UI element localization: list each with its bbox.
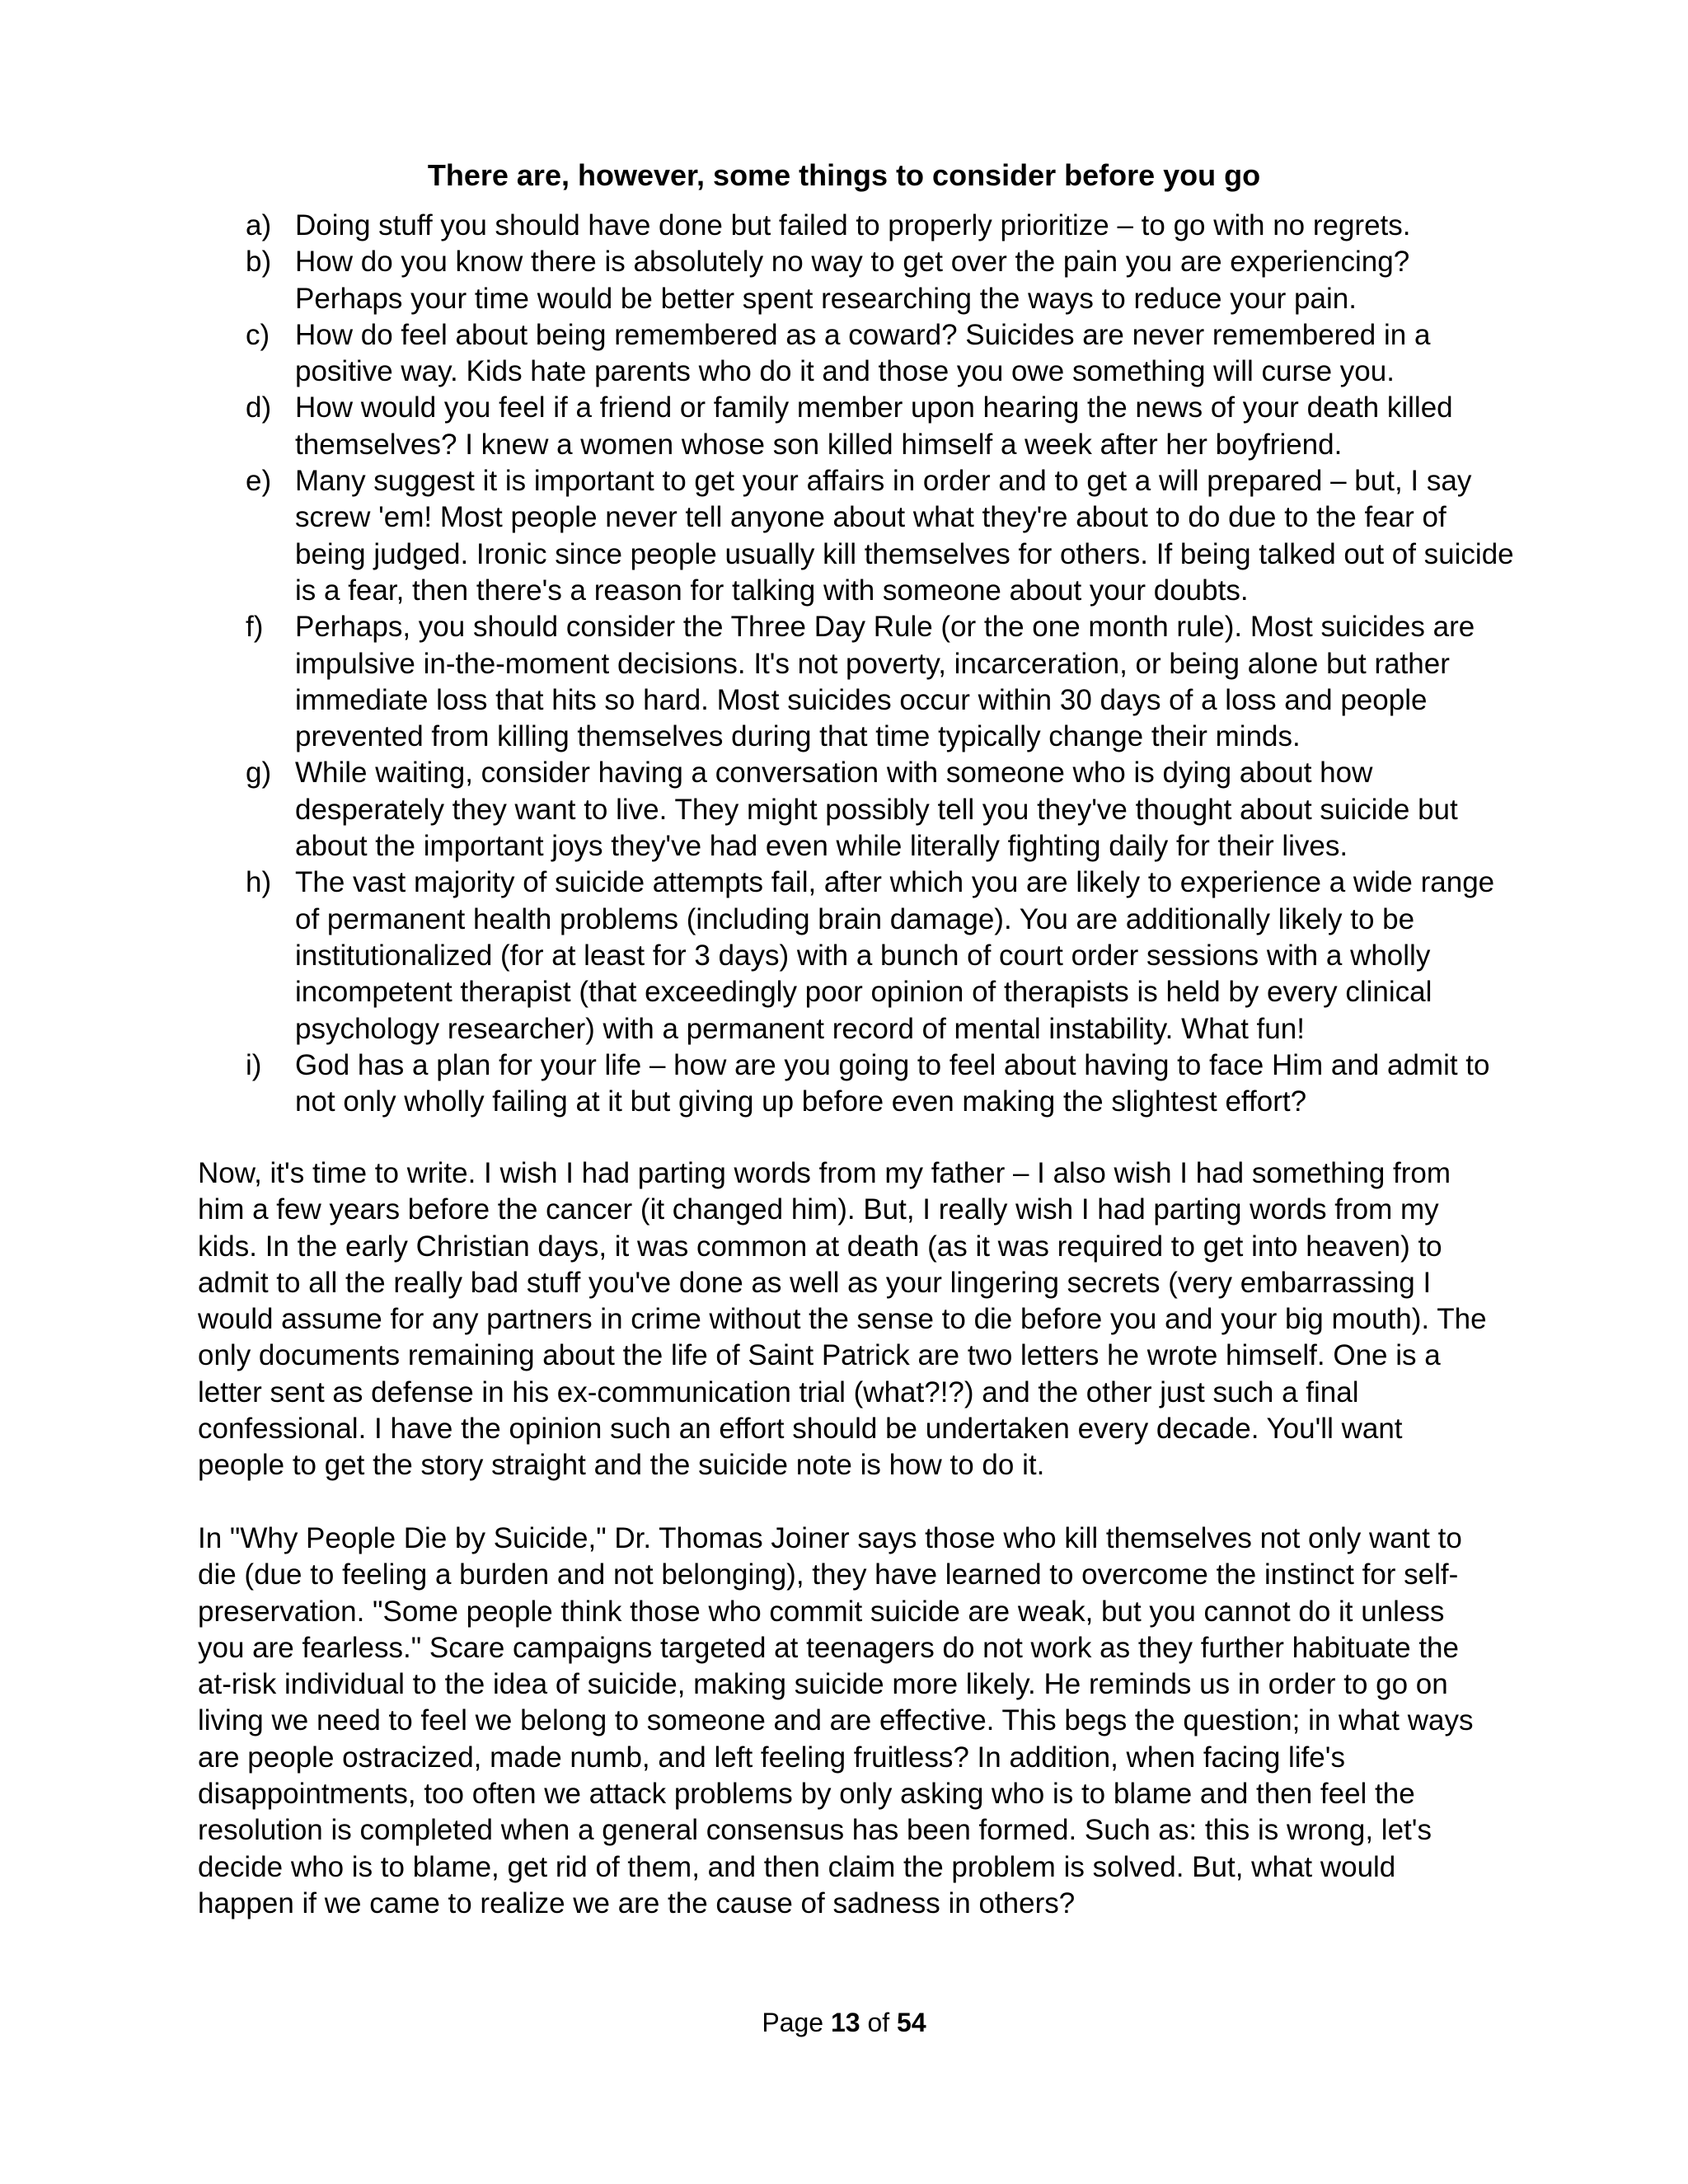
list-marker: g): [246, 757, 272, 790]
considerations-list: [239, 208, 1525, 1120]
list-item: [239, 317, 1525, 391]
list-item-text: Many suggest it is important to get your affairs in order and to get a will prepared – but, I say screw 'em! Most people never tell anyone about what they're about to do due to the fear of being judged. Ironic since people usually kill themselves for others. If being talked out of suicide is a fear, then there's a reason for talking with someone about your doubts.: [295, 465, 1514, 607]
page-label: Page: [762, 2008, 824, 2037]
list-item-text: How would you feel if a friend or family member upon hearing the news of your death killed themselves? I knew a women whose son killed himself a week after her boyfriend.: [295, 391, 1453, 461]
list-item-text: God has a plan for your life – how are you going to feel about having to face Him and admit to not only wholly failing at it but giving up before even making the slightest effort?: [295, 1048, 1490, 1118]
list-item: [239, 208, 1525, 244]
list-item-text: Perhaps, you should consider the Three Day Rule (or the one month rule). Most suicides are impulsive in-the-moment decisions. It's not poverty, incarceration, or being alone but rather immediate loss that hits so hard. Most suicides occur within 30 days of a loss and people prevented from killing themselves during that time typically change their minds.: [295, 611, 1475, 753]
list-item: [239, 244, 1525, 317]
list-item: [239, 1047, 1525, 1121]
section-heading: There are, however, some things to consider before you go: [427, 158, 1261, 192]
list-item: [239, 609, 1525, 755]
list-item: [239, 865, 1525, 1047]
list-marker: e): [246, 465, 272, 498]
list-marker: c): [246, 318, 270, 351]
list-item: [239, 390, 1525, 463]
page-number: 13: [830, 2008, 860, 2037]
total-pages: 54: [897, 2008, 926, 2037]
body-paragraph-writing: Now, it's time to write. I wish I had parting words from my father – I also wish I had something from him a few years before the cancer (it changed him). But, I really wish I had parting words from my kids. In the early Christian days, it was common at death (as it was required to get into heaven) to admit to all the really bad stuff you've done as well as your lingering secrets (very embarrassing I would assume for any partners in crime without the sense to die before you and your big mouth). The only documents remaining about the life of Saint Patrick are two letters he wrote himself. One is a letter sent as defense in his ex-communication trial (what?!?) and the other just such a final confessional. I have the opinion such an effort should be undertaken every decade. You'll want people to get the story straight and the suicide note is how to do it.: [198, 1157, 1487, 1482]
list-marker: f): [246, 611, 264, 644]
list-item: [239, 463, 1525, 609]
list-item: [239, 755, 1525, 865]
list-item-text: Doing stuff you should have done but failed to properly prioritize – to go with no regrets.: [295, 209, 1411, 241]
of-label: of: [867, 2008, 890, 2037]
list-marker: h): [246, 866, 272, 899]
list-item-text: How do feel about being remembered as a coward? Suicides are never remembered in a positive way. Kids hate parents who do it and those you owe something will curse you.: [295, 318, 1431, 388]
page-footer: [0, 2004, 1688, 2041]
list-marker: b): [246, 246, 272, 279]
body-paragraph-joiner: In "Why People Die by Suicide," Dr. Thomas Joiner says those who kill themselves not only want to die (due to feeling a burden and not belonging), they have learned to overcome the instinct for self-preservation. "Some people think those who commit suicide are weak, but you cannot do it unless you are fearless." Scare campaigns targeted at teenagers do not work as they further habituate the at-risk individual to the idea of suicide, making suicide more likely. He reminds us in order to go on living we need to feel we belong to someone and are effective. This begs the question; in what ways are people ostracized, made numb, and left feeling fruitless? In addition, when facing life's disappointments, too often we attack problems by only asking who is to blame and then feel the resolution is completed when a general consensus has been formed. Such as: this is wrong, let's decide who is to blame, get rid of them, and then claim the problem is solved. But, what would happen if we came to realize we are the cause of sadness in others?: [198, 1522, 1474, 1919]
list-marker: i): [246, 1048, 262, 1081]
list-marker: d): [246, 391, 272, 424]
list-marker: a): [246, 209, 272, 241]
list-item-text: How do you know there is absolutely no way to get over the pain you are experiencing? Perhaps your time would be better spent researching the ways to reduce your pain.: [295, 246, 1410, 315]
list-item-text: The vast majority of suicide attempts fail, after which you are likely to experience a wide range of permanent health problems (including brain damage). You are additionally likely to be institutionalized (for at least for 3 days) with a bunch of court order sessions with a wholly incompetent therapist (that exceedingly poor opinion of therapists is held by every clinical psychology researcher) with a permanent record of mental instability. What fun!: [295, 866, 1495, 1045]
list-item-text: While waiting, consider having a conversation with someone who is dying about how desperately they want to live. They might possibly tell you they've thought about suicide but about the important joys they've had even while literally fighting daily for their lives.: [295, 757, 1458, 863]
